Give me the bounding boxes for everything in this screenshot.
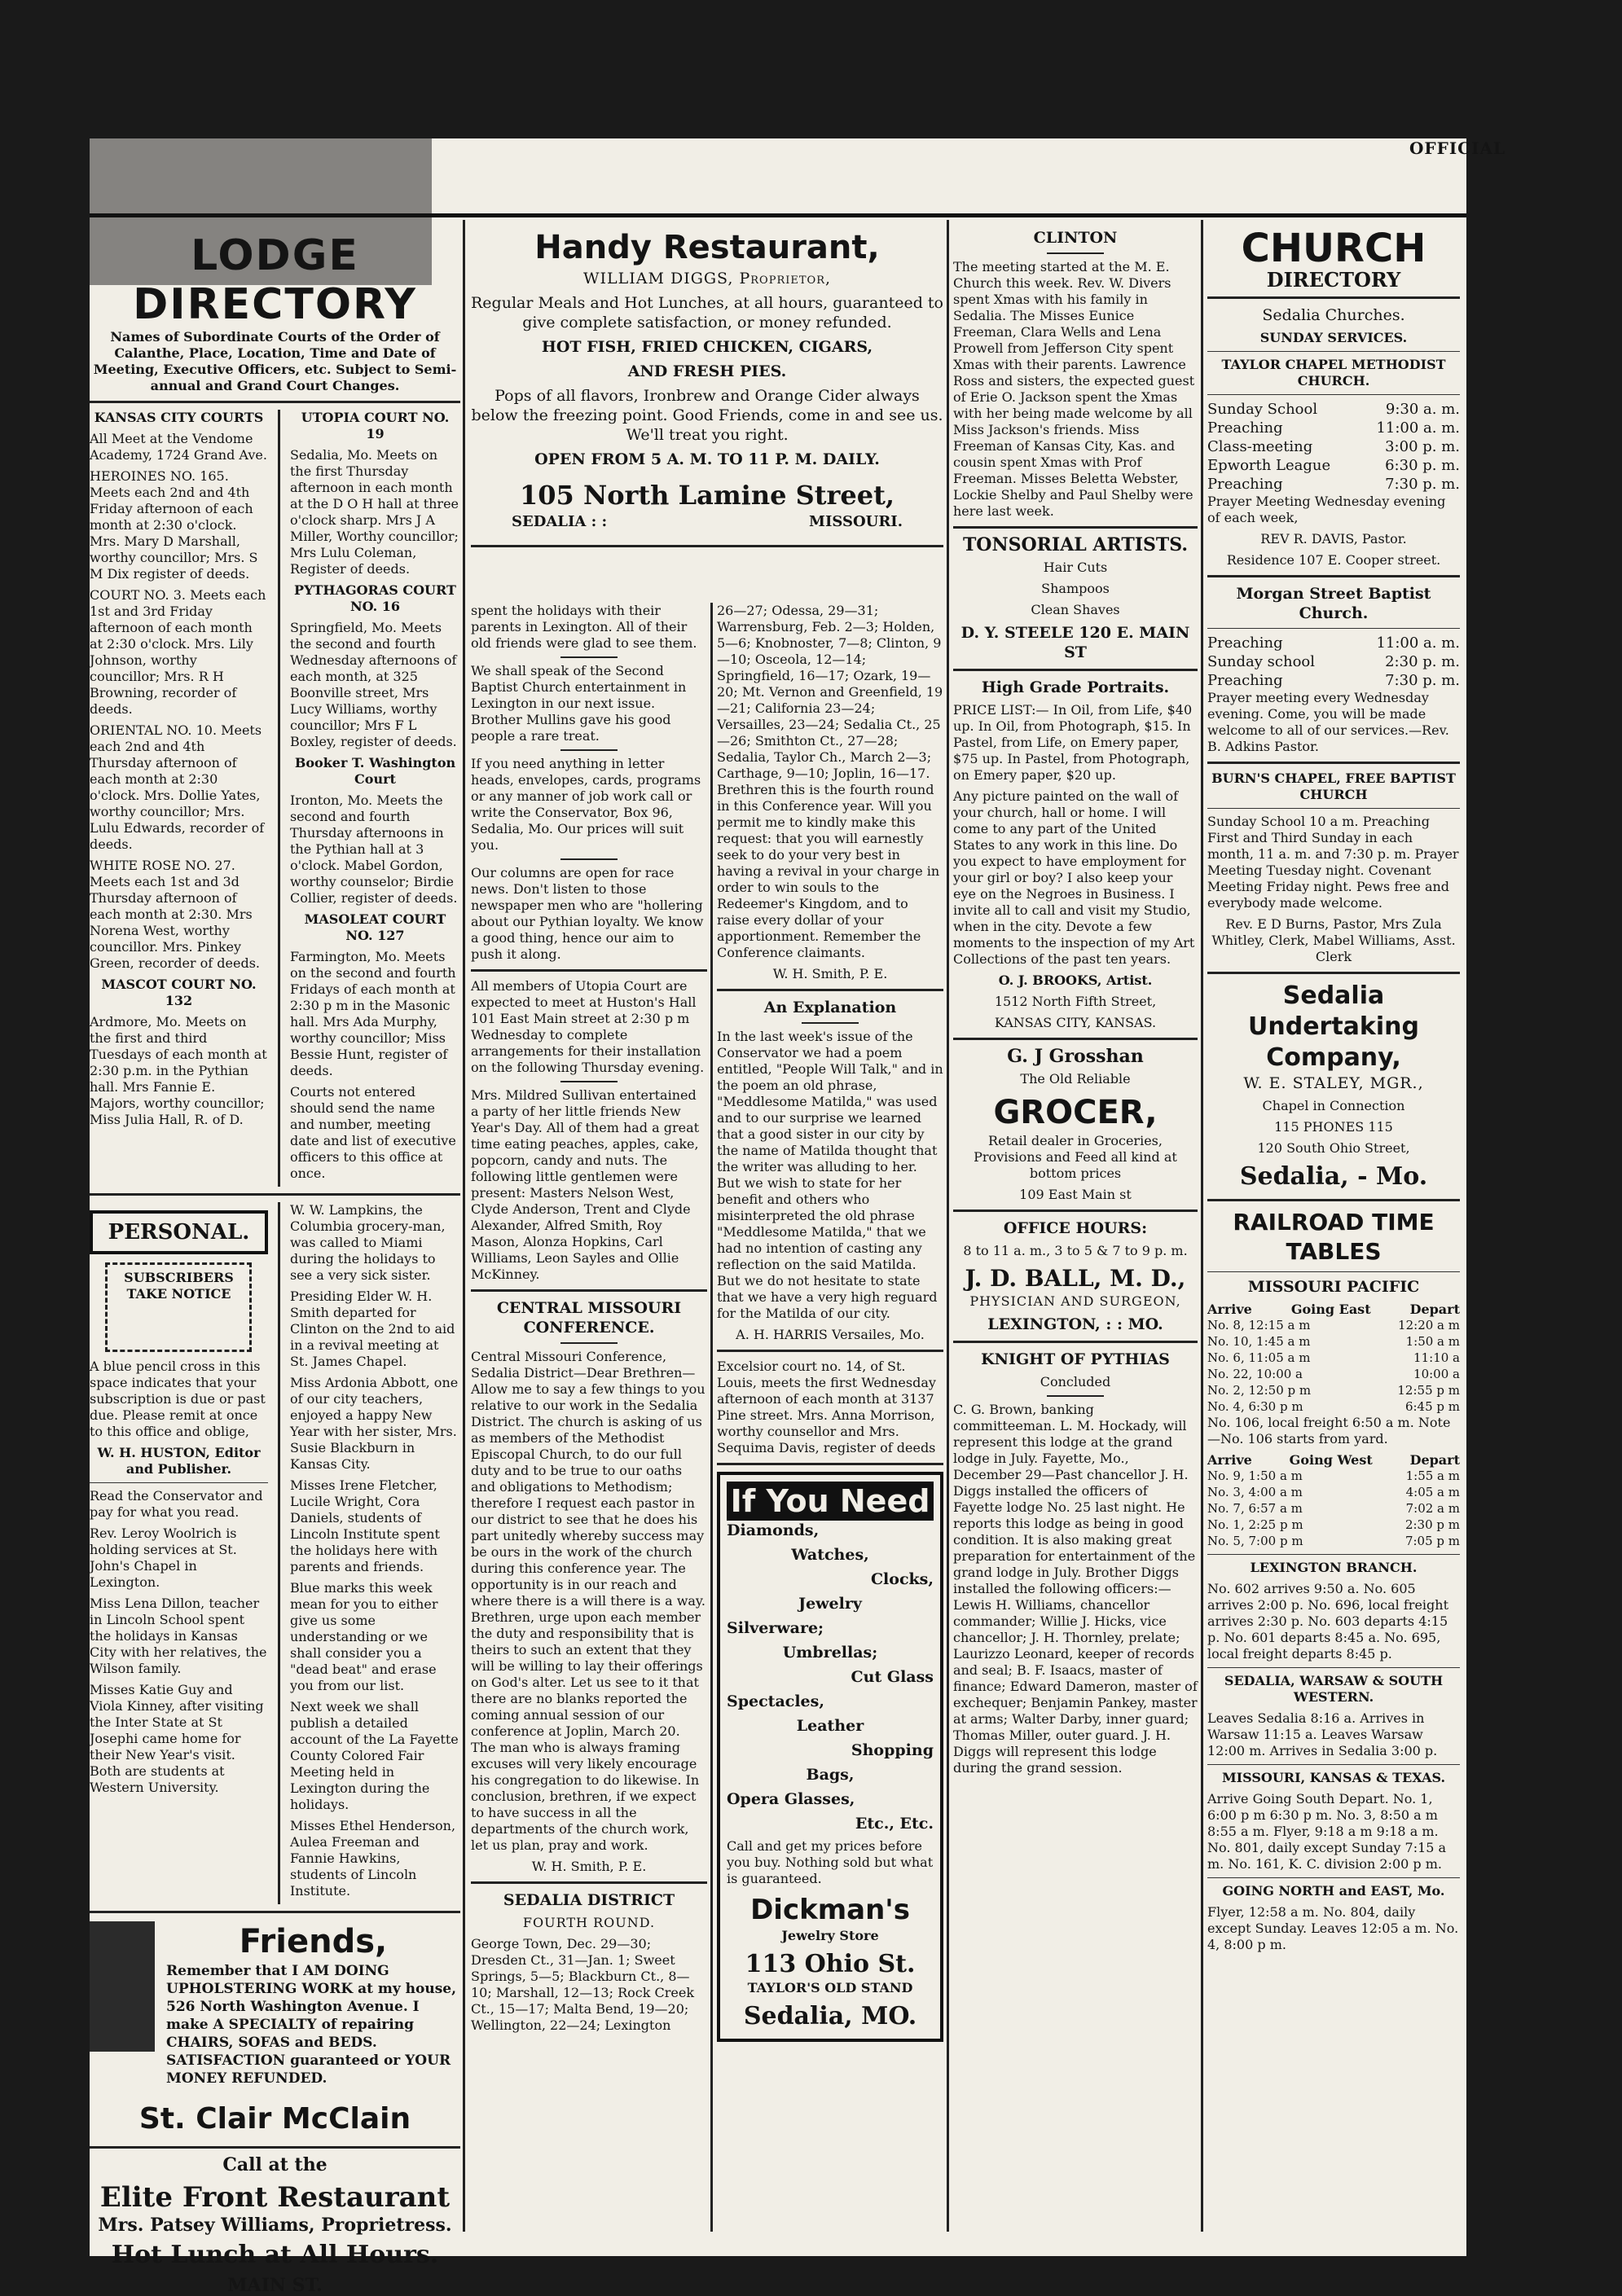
tonsorial-address: D. Y. STEELE 120 E. MAIN ST — [960, 624, 1190, 661]
service-row: Preaching 7:30 p. m. — [1207, 672, 1460, 689]
sedalia-district-heading: SEDALIA DISTRICT — [503, 1891, 675, 1909]
column-divider — [463, 220, 465, 2232]
read-conservator: Read the Conservator and pay for what you read. — [90, 1488, 263, 1520]
jewelry-store-label: Jewelry Store — [781, 1928, 879, 1943]
pythagoras-text: Springfield, Mo. Meets the second and fourth Wednesday afternoons of each month, at 325 Boonville street, Mrs Lucy Williams, worthy councillor; Mrs F L Boxley, register of deeds. — [289, 620, 457, 749]
portraits-price-list: PRICE LIST:— In Oil, from Life, $40 up. In Oil, from Photograph, $15. In Pastel, from Life, on Emery paper, $75 up. In Pastel, from Photograph, on Emery paper, $20 up. — [953, 702, 1193, 783]
timetable-row: No. 5, 7:00 p m 7:05 p m — [1207, 1534, 1460, 1548]
if-you-need: If You Need — [727, 1482, 934, 1521]
mascot-text: Ardmore, Mo. Meets on the first and third Tuesdays of each month at 2:30 p.m. in the Pythian hall. Mrs Fannie E. Majors, worthy councillor; Miss Julia Hall, R. of D. — [90, 1014, 267, 1127]
lexington-branch-heading: LEXINGTON BRANCH. — [1250, 1560, 1418, 1575]
railroad-title: RAILROAD TIME TABLES — [1233, 1209, 1435, 1265]
columns-open: Our columns are open for race news. Don't listen to those newspaper men who are "hollering about our Pythian loyalty. We know a good thing, hence our aim to push it along. — [471, 865, 704, 962]
office-hours-text: 8 to 11 a. m., 3 to 5 & 7 to 9 p. m. — [963, 1243, 1188, 1258]
handy-state: MISSOURI. — [809, 513, 903, 530]
handy-pies: AND FRESH PIES. — [627, 362, 787, 380]
sunday-services: SUNDAY SERVICES. — [1259, 330, 1408, 345]
elder-smith-note: Presiding Elder W. H. Smith departed for Clinton on the 2nd to aid in a revival meeting at St. James Chapel. — [289, 1288, 455, 1369]
courts-notice: Courts not entered should send the name and number, meeting date and list of executive officers to this office at once. — [289, 1084, 456, 1181]
timetable-row: No. 4, 6:30 p m 6:45 p m — [1207, 1399, 1460, 1414]
masoleat-text: Farmington, Mo. Meets on the second and fourth Fridays of each month at 2:30 p m in the Masonic hall. Mrs Ada Murphy, worthy councillor; Miss Bessie Hunt, register of deeds. — [289, 949, 456, 1078]
column-divider — [1201, 220, 1203, 2232]
timetable-row: No. 8, 12:15 a m 12:20 a m — [1207, 1318, 1460, 1332]
ad-illustration — [90, 1921, 155, 2052]
east-note: No. 106, local freight 6:50 a m. Note—No. 106 starts from yard. — [1207, 1415, 1451, 1447]
abbott-note: Miss Ardonia Abbott, one of our city teachers, enjoyed a happy New Year with her sister, Mrs. Susie Blackburn in Kansas City. — [289, 1375, 459, 1472]
lexington-branch-text: No. 602 arrives 9:50 a. No. 605 arrives 2:00 p. No. 696, local freight arrives 2:30 p. No. 603 departs 4:15 p. No. 601 departs 8:45 a. No. 695, local freight departs 8:45 p. — [1207, 1581, 1449, 1662]
mcclain-name: St. Clair McClain — [138, 2102, 411, 2136]
utopia-members: All members of Utopia Court are expected to meet at Huston's Hall 101 East Main street at 2:30 p m Wednesday to complete arrangements for their installation on the following Thursday evening. — [471, 978, 705, 1075]
handy-fish: HOT FISH, FRIED CHICKEN, CIGARS, — [541, 338, 873, 356]
timetable-row: No. 9, 1:50 a m 1:55 a m — [1207, 1468, 1460, 1483]
taylor-pastor: REV R. DAVIS, Pastor. — [1260, 531, 1407, 547]
jewelry-item: Jewelry — [798, 1595, 862, 1613]
handy-restaurant-ad — [471, 220, 943, 595]
dillon-note: Miss Lena Dillon, teacher in Lincoln School spent the holidays in Kansas City with her relatives, the Wilson family. — [90, 1596, 267, 1676]
fourth-round: FOURTH ROUND. — [522, 1915, 656, 1930]
undertaking-phones: 115 PHONES 115 — [1274, 1119, 1393, 1135]
morgan-text: Prayer meeting every Wednesday evening. Come, you will be made welcome to all of our services.—Rev. B. Adkins Pastor. — [1207, 690, 1449, 754]
timetable-row: No. 3, 4:00 a m 4:05 a m — [1207, 1485, 1460, 1499]
undertaking-address: 120 South Ohio Street, — [1257, 1140, 1410, 1156]
brooks-address: 1512 North Fifth Street, — [994, 994, 1157, 1009]
timetable-row: No. 22, 10:00 a 10:00 a — [1207, 1367, 1460, 1381]
subscriber-notice-title: SUBSCRIBERS TAKE NOTICE — [124, 1270, 234, 1302]
elite-address: MAIN ST. — [227, 2275, 323, 2296]
undertaking-manager: W. E. STALEY, MGR., — [1243, 1074, 1424, 1092]
jewelry-item: Clocks, — [870, 1570, 934, 1588]
service-row: Preaching 11:00 a. m. — [1207, 419, 1460, 437]
service-row: Epworth League 6:30 p. m. — [1207, 457, 1460, 474]
warsaw-heading: SEDALIA, WARSAW & SOUTH WESTERN. — [1224, 1673, 1444, 1705]
church-directory-title: CHURCH — [1241, 226, 1426, 271]
column-3 — [717, 603, 943, 2232]
column-4 — [953, 220, 1198, 2232]
newspaper-page — [90, 138, 1506, 2296]
handy-title: Handy Restaurant, — [534, 229, 880, 266]
tonsorial-heading: TONSORIAL ARTISTS. — [962, 534, 1189, 555]
pythias-concluded: Concluded — [1040, 1374, 1111, 1389]
booker-text: Ironton, Mo. Meets the second and fourth Thursday afternoons in the Pythian hall at 3 o'clock. Mabel Gordon, worthy counselor; Birdie Collier, register of deeds. — [289, 792, 458, 906]
column-divider — [710, 603, 713, 2232]
handy-meals: Regular Meals and Hot Lunches, at all hours, guaranteed to give complete satisfaction, or money refunded. — [471, 294, 943, 331]
service-row: Sunday School 9:30 a. m. — [1207, 401, 1460, 418]
brooks-city: KANSAS CITY, KANSAS. — [994, 1015, 1157, 1030]
grosshan-tagline: The Old Reliable — [1020, 1071, 1131, 1087]
undertaking-chapel: Chapel in Connection — [1262, 1098, 1405, 1113]
column-1 — [90, 220, 460, 2296]
central-conference-signature: W. H. Smith, P. E. — [531, 1859, 647, 1874]
lodge-directory-title: LODGE DIRECTORY — [133, 231, 417, 329]
courts-left — [90, 410, 268, 1187]
utopia-heading: UTOPIA COURT NO. 19 — [301, 410, 450, 441]
jewelry-item: Umbrellas; — [782, 1644, 878, 1662]
north-heading: GOING NORTH and EAST, Mo. — [1222, 1883, 1445, 1899]
kc-courts-text: All Meet at the Vendome Academy, 1724 Grand Ave. — [90, 431, 267, 463]
fair-meeting-note: Next week we shall publish a detailed account of the La Fayette County Colored Fair Meeting held in Lexington during the holidays. — [289, 1699, 459, 1812]
missouri-pacific-heading: MISSOURI PACIFIC — [1247, 1278, 1420, 1296]
court-3-text: COURT NO. 3. Meets each 1st and 3rd Friday afternoon of each month at 2:30 o'clock. Mrs. Lily Johnson, worthy councillor; Mrs. R H Browning, recorder of deeds. — [90, 587, 266, 717]
taylor-prayer: Prayer Meeting Wednesday evening of each week, — [1207, 494, 1446, 525]
friends-heading: Friends, — [239, 1923, 388, 1960]
second-baptist: We shall speak of the Second Baptist Church entertainment in Lexington in our next issue. Brother Mullins gave his good people a rare treat. — [471, 663, 687, 744]
explanation-signature: A. H. HARRIS Versailes, Mo. — [736, 1327, 925, 1342]
elite-lunch: Hot Lunch at All Hours. — [111, 2241, 439, 2269]
church-directory-subtitle: DIRECTORY — [1266, 268, 1401, 292]
jewelry-item: Bags, — [806, 1766, 855, 1784]
jewelry-ad — [717, 1472, 943, 2042]
courts-right — [290, 410, 460, 1187]
oriental-text: ORIENTAL NO. 10. Meets each 2nd and 4th Thursday afternoon of each month at 2:30 o'clock. Mrs. Dollie Yates, worthy councillor; Mrs. Lulu Edwards, recorder of deeds. — [90, 722, 265, 852]
mascot-heading: MASCOT COURT NO. 132 — [101, 977, 257, 1008]
masoleat-heading: MASOLEAT COURT NO. 127 — [304, 911, 446, 943]
handy-proprietor: WILLIAM DIGGS, Proprietor, — [582, 270, 832, 288]
undertaking-city: Sedalia, - Mo. — [1239, 1162, 1428, 1191]
dickmans-address: 113 Ohio St. — [745, 1950, 916, 1978]
undertaking-title: Sedalia Undertaking Company, — [1248, 981, 1419, 1072]
brooks-name: O. J. BROOKS, Artist. — [998, 972, 1153, 988]
booker-heading: Booker T. Washington Court — [294, 755, 456, 787]
timetable-row: No. 10, 1:45 a m 1:50 a m — [1207, 1334, 1460, 1349]
pythias-text: C. G. Brown, banking committeeman. L. M. Hockady, will represent this lodge at the grand lodge in July. Fayette, Mo., December 29—Past chancellor J. H. Diggs installed the officers of Fayette lodge No. 25 last night. He reports this lodge as being in good condition. It is also making great preparation for entertainment of the grand lodge in July. Brother Diggs installed the following officers:— Lewis H. Williams, chancellor commander; Willie J. Hicks, vice chancellor; J. H. Thornley, prelate; Laurizzo Leonard, keeper of records and seal; B. F. Isaacs, master of finance; Edward Dameron, master of exchequer; Benjamin Pankey, master at arms; Walter Darby, inner guard; Thomas Miller, outer guard. J. H. Diggs will represent this lodge during the grand session. — [953, 1402, 1198, 1776]
elite-owner: Mrs. Patsey Williams, Proprietress. — [98, 2215, 452, 2236]
burns-officers: Rev. E D Burns, Pastor, Mrs Zula Whitley, Clerk, Mabel Williams, Asst. Clerk — [1211, 916, 1456, 964]
call-at: Call at the — [222, 2154, 327, 2175]
pythagoras-heading: PYTHAGORAS COURT NO. 16 — [294, 582, 456, 614]
jewelry-item: Opera Glasses, — [727, 1790, 855, 1808]
lampkins-note: W. W. Lampkins, the Columbia grocery-man, was called to Miami during the holidays to see a very sick sister. — [289, 1202, 446, 1283]
service-row: Sunday school 2:30 p. m. — [1207, 653, 1460, 670]
tonsorial-service: Shampoos — [1041, 581, 1110, 596]
excelsior-court: Excelsior court no. 14, of St. Louis, meets the first Wednesday afternoon of each month at 3137 Pine street. Mrs. Anna Morrison, worthy counsellor and Mrs. Sequima Davis, register of deeds — [717, 1359, 936, 1455]
blue-marks-note: Blue marks this week mean for you to either give us some understanding or we shall consider you a "dead beat" and erase you from our list. — [289, 1580, 438, 1693]
timetable-row: No. 6, 11:05 a m 11:10 a — [1207, 1350, 1460, 1365]
ball-city: LEXINGTON, : : MO. — [987, 1315, 1163, 1333]
jewelry-item: Etc., Etc. — [855, 1815, 934, 1833]
jewelry-item: Shopping — [851, 1741, 934, 1759]
lodge-directory-subtitle: Names of Subordinate Courts of the Order of Calanthe, Place, Location, Time and Date of Meeting, Executive Officers, etc. Subject to Semi-annual and Grand Court Changes. — [93, 329, 457, 393]
handy-pops: Pops of all flavors, Ironbrew and Orange Cider always below the freezing point. Good Friends, come in and see us. We'll treat you right. — [471, 387, 943, 444]
schedule-signature: W. H. Smith, P. E. — [772, 966, 888, 981]
henderson-note: Misses Ethel Henderson, Aulea Freeman and Fannie Hawkins, students of Lincoln Institute. — [289, 1818, 456, 1899]
mkt-heading: MISSOURI, KANSAS & TEXAS. — [1221, 1770, 1446, 1785]
taylor-residence: Residence 107 E. Cooper street. — [1226, 552, 1441, 568]
mkt-text: Arrive Going South Depart. No. 1, 6:00 p m 6:30 p m. No. 3, 8:50 a m 8:55 a m. Flyer, 9:18 a m 9:18 a m. No. 801, daily except Sunday 7:15 a m. No. 161, K. C. division 2:00 p m. — [1207, 1791, 1447, 1872]
handy-hours: OPEN FROM 5 A. M. TO 11 P. M. DAILY. — [534, 450, 880, 468]
subscriber-signature: W. H. HUSTON, Editor and Publisher. — [97, 1445, 261, 1477]
grocer-text: Retail dealer in Groceries, Provisions and Feed all kind at bottom prices — [974, 1133, 1177, 1181]
jewelry-item: Cut Glass — [851, 1668, 934, 1686]
portraits-text: Any picture painted on the wall of your church, hall or home. I will come to any part of the United States to any work in this line. Do you expect to have employment for your girl or boy? I also keep your eye on the Negroes in Business. I invite all to call and visit my Studio, when in the city. Devote a few moments to the inspection of my Art Collections of the past ten years. — [953, 788, 1195, 967]
corner-label: OFFICIAL — [1409, 138, 1506, 158]
jewelry-call: Call and get my prices before you buy. Nothing sold but what is guaranteed. — [727, 1838, 934, 1886]
explanation-heading: An Explanation — [763, 999, 897, 1016]
ball-title: PHYSICIAN AND SURGEON, — [969, 1293, 1181, 1309]
white-rose-text: WHITE ROSE NO. 27. Meets each 1st and 3d Thursday afternoon of each month at 2:30. Mrs Norena West, worthy councillor. Mrs. Pinkey Green, recorder of deeds. — [90, 858, 261, 971]
service-row: Preaching 11:00 a. m. — [1207, 634, 1460, 652]
top-rule — [90, 213, 1466, 217]
schedule-continued: 26—27; Odessa, 29—31; Warrensburg, Feb. 2—3; Holden, 5—6; Knobnoster, 7—8; Clinton, 9—10; Osceola, 12—14; Springfield, 16—17; Ozark, 19—20; Mt. Vernon and Greenfield, 19—21; California 23—24; Versailles, 23—24; Sedalia Ct., 25—26; Smithton Ct., 27—28; Sedalia, Taylor Ch., March 2—3; Carthage, 9—10; Joplin, 16—17. Brethren this is the fourth round in this Conference year. Will you permit me to kindly make this request: that you will earnestly seek to do your very best in having a revival in your charge in order to win souls to the Redeemer's Kingdom, and to raise every dollar of your apportionment. Remember the Conference claimants. — [717, 603, 943, 960]
sedalia-churches: Sedalia Churches. — [1262, 306, 1405, 324]
column-5 — [1207, 220, 1460, 2232]
explanation-text: In the last week's issue of the Conservator we had a poem entitled, "People Will Talk," and in the poem an old phrase, "Meddlesome Matilda," was used and to our surprise we learned that a good sister in our city by the name of Matilda thought that the writer was alluding to her. But we wish to state for her benefit and others who misinterpreted the old phrase "Meddlesome Matilda," that we had no intention of casting any reflection on the said Matilda. But we do not hesitate to state that we have a very high reguard for the Matilda of our city. — [717, 1029, 943, 1321]
west-header: Arrive Going West Depart — [1207, 1452, 1460, 1468]
dickmans-city: Sedalia, MO. — [743, 2002, 917, 2030]
service-row: Preaching 7:30 p. m. — [1207, 476, 1460, 493]
fletcher-note: Misses Irene Fletcher, Lucile Wright, Cora Daniels, students of Lincoln Institute spent the holidays here with parents and friends. — [289, 1477, 440, 1574]
subscriber-notice-text: A blue pencil cross in this space indicates that your subscription is due or past due. Please remit at once to this office and oblige, — [90, 1359, 266, 1439]
dickmans-old-stand: TAYLOR'S OLD STAND — [747, 1980, 913, 1995]
holidays-lexington: spent the holidays with their parents in Lexington. All of their old friends were glad to see them. — [471, 603, 697, 651]
clinton-text: The meeting started at the M. E. Church this week. Rev. W. Divers spent Xmas with his family in Sedalia. The Misses Eunice Freeman, Clara Wells and Lena Prowell from Jefferson City spent Xmas with their parents. Lawrence Ross and sisters, the expected guest of Erie O. Jackson spent the Xmas with her being made welcome by all Miss Jackson's friends. Miss Freeman of Kansas City, Kas. and cousin spent Xmas with Prof Freeman. Misses Beletta Webster, Lockie Shelby and Paul Shelby were here last week. — [953, 259, 1195, 519]
kc-courts-heading: KANSAS CITY COURTS — [94, 410, 264, 425]
north-text: Flyer, 12:58 a m. No. 804, daily except Sunday. Leaves 12:05 a m. No. 4, 8:00 p m. — [1207, 1904, 1459, 1952]
column-divider — [947, 220, 949, 2232]
timetable-row: No. 7, 6:57 a m 7:02 a m — [1207, 1501, 1460, 1516]
subscriber-notice-box — [105, 1262, 252, 1352]
warsaw-text: Leaves Sedalia 8:16 a. Arrives in Warsaw 11:15 a. Leaves Warsaw 12:00 m. Arrives in Sedalia 3:00 p. — [1207, 1710, 1438, 1758]
taylor-chapel-heading: TAYLOR CHAPEL METHODIST CHURCH. — [1221, 357, 1446, 389]
personal-heading: PERSONAL. — [90, 1210, 268, 1254]
jewelry-item: Watches, — [791, 1546, 869, 1564]
timetable-row: No. 1, 2:25 p m 2:30 p m — [1207, 1517, 1460, 1532]
central-conference-heading: CENTRAL MISSOURI CONFERENCE. — [496, 1299, 682, 1337]
service-row: Class-meeting 3:00 p. m. — [1207, 438, 1460, 455]
burns-text: Sunday School 10 a m. Preaching First and Third Sunday in each month, 11 a. m. and 7:30 p. m. Prayer Meeting Tuesday night. Covenant Meeting Friday night. Pews free and everybody made welcome. — [1207, 814, 1459, 911]
burns-heading: BURN'S CHAPEL, FREE BAPTIST CHURCH — [1211, 770, 1456, 802]
east-header: Arrive Going East Depart — [1207, 1302, 1460, 1317]
jewelry-item: Diamonds, — [727, 1521, 820, 1539]
handy-city: SEDALIA : : — [512, 513, 608, 530]
tonsorial-service: Hair Cuts — [1043, 560, 1108, 575]
ball-name: J. D. BALL, M. D., — [965, 1265, 1186, 1292]
central-conference-text: Central Missouri Conference, Sedalia District—Dear Brethren—Allow me to say a few things to you relative to our work in the Sedalia District. The church is asking of us as members of the Methodist Episcopal Church, to do our full duty and to be true to our oaths and obligations to Methodism; therefore I request each pastor in our district to see that he does his part unitedly whereby success may be ours in the work of the church during this conference year. The opportunity is in our reach and where there is a will there is a way. Brethren, urge upon each member the duty and responsibility that is theirs to such an extent that they will be willing to lay their offerings on God's alter. Let us see to it that there are no blanks reported the coming annual session of our conference at Joplin, March 20. The man who is always framing excuses will very likely encourage his congregation to do likewise. In conclusion, brethren, if we expect to have success in all the departments of the church work, let us plan, pray and work. — [471, 1349, 706, 1853]
portraits-heading: High Grade Portraits. — [981, 678, 1170, 696]
guy-note: Misses Katie Guy and Viola Kinney, after visiting the Inter State at St Josephi came home for their New Year's visit. Both are students at Western University. — [90, 1682, 264, 1795]
clinton-heading: CLINTON — [1033, 229, 1118, 247]
dickmans-name: Dickman's — [750, 1894, 910, 1926]
morgan-heading: Morgan Street Baptist Church. — [1236, 585, 1431, 622]
grocer-heading: GROCER, — [993, 1094, 1158, 1131]
jewelry-item: Leather — [796, 1717, 864, 1735]
elite-restaurant: Elite Front Restaurant — [99, 2181, 451, 2214]
district-schedule: George Town, Dec. 29—30; Dresden Ct., 31—Jan. 1; Sweet Springs, 5—5; Blackburn Ct., 8—10; Marshall, 12—13; Rock Creek Ct., 15—17; Malta Bend, 19—20; Wellington, 22—24; Lexington — [471, 1936, 695, 2033]
woolrich-note: Rev. Leroy Woolrich is holding services at St. John's Chapel in Lexington. — [90, 1526, 237, 1590]
pythias-heading: KNIGHT OF PYTHIAS — [981, 1350, 1170, 1368]
column-2 — [471, 603, 707, 2232]
timetable-row: No. 2, 12:50 p m 12:55 p m — [1207, 1383, 1460, 1398]
jewelry-item: Silverware; — [727, 1619, 824, 1637]
handy-street: 105 North Lamine Street, — [520, 480, 895, 511]
jewelry-item: Spectacles, — [727, 1692, 824, 1710]
grocer-address: 109 East Main st — [1019, 1187, 1132, 1202]
friends-text: Remember that I AM DOING UPHOLSTERING WORK at my house, 526 North Washington Avenue. I make A SPECIALTY of repairing CHAIRS, SOFAS and BEDS. SATISFACTION guaranteed or YOUR MONEY REFUNDED. — [166, 1963, 457, 2087]
grosshan-name: G. J Grosshan — [1007, 1046, 1144, 1067]
sullivan-party: Mrs. Mildred Sullivan entertained a party of her little friends New Year's Day. All of them had a great time eating peaches, apples, cake, popcorn, candy and nuts. The following little gentlemen were present: Masters Nelson West, Clyde Anderson, Trent and Clyde Alexander, Alfred Smith, Roy Mason, Alonza Hopkins, Carl Williams, Leon Sayles and Ollie McKinney. — [471, 1087, 700, 1282]
tonsorial-service: Clean Shaves — [1031, 602, 1120, 617]
office-hours-heading: OFFICE HOURS: — [1003, 1219, 1148, 1237]
utopia-text: Sedalia, Mo. Meets on the first Thursday afternoon in each month at the D O H hall at three o'clock sharp. Mrs J A Miller, Worthy councillor; Mrs Lulu Coleman, Register of deeds. — [289, 447, 459, 577]
letterheads: If you need anything in letter heads, envelopes, cards, programs or any manner of job work call or write the Conservator, Box 96, Sedalia, Mo. Our prices will suit you. — [471, 756, 701, 853]
court-165-text: HEROINES NO. 165. Meets each 2nd and 4th Friday afternoon of each month at 2:30 o'clock. Mrs. Mary D Marshall, worthy councillor; Mrs. S M Dix register of deeds. — [90, 468, 258, 582]
